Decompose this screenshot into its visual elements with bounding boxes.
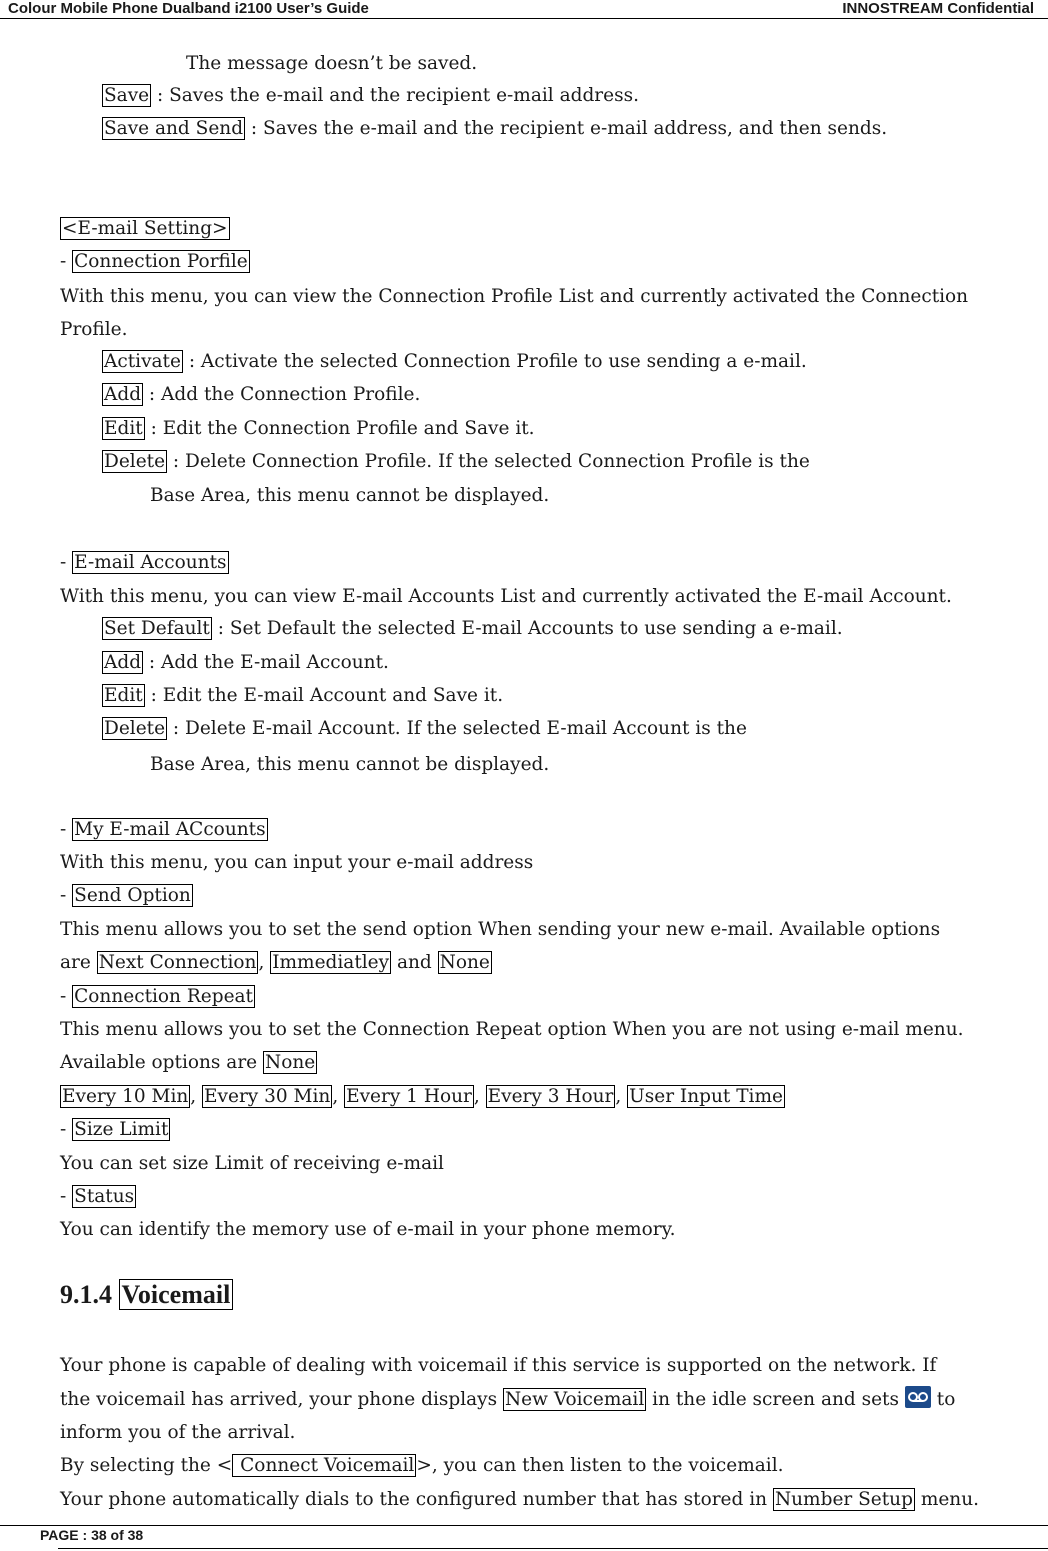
text-line: Your phone automatically dials to the configured number that has stored in Number Setup menu. — [60, 1489, 980, 1510]
text-line: By selecting the < Connect Voicemail >, you can then listen to the voicemail. — [60, 1455, 784, 1476]
text-line: Activate : Activate the selected Connection Profile to use sending a e-mail. — [104, 351, 807, 372]
text-line: inform you of the arrival. — [60, 1422, 296, 1443]
option-key: Every 10 Min — [62, 1086, 189, 1107]
menu-heading: - Size Limit — [60, 1119, 169, 1140]
text-line: You can set size Limit of receiving e-mail — [60, 1153, 444, 1174]
option-key: New Voicemail — [504, 1389, 645, 1410]
text-line: Base Area, this menu cannot be displayed. — [150, 485, 550, 506]
option-key: None — [439, 952, 490, 973]
text-line: Edit : Edit the Connection Profile and Save it. — [104, 418, 535, 439]
header-confidential: INNOSTREAM Confidential — [842, 0, 1034, 17]
text-line: Available options are None — [60, 1052, 316, 1073]
menu-heading: - Connection Repeat — [60, 986, 253, 1007]
text-line: Profile. — [60, 319, 128, 340]
option-key: Every 30 Min — [204, 1086, 331, 1107]
section-heading: 9.1.4 Voicemail — [60, 1280, 233, 1310]
text-line: are Next Connection , Immediatley and None — [60, 952, 490, 973]
text-line: the voicemail has arrived, your phone displays New Voicemail in the idle screen and sets to — [60, 1386, 955, 1413]
menu-key: Activate — [104, 351, 181, 372]
option-key: Every 3 Hour — [487, 1086, 614, 1107]
text-line: Add : Add the E-mail Account. — [104, 652, 389, 673]
text-line: Delete : Delete Connection Profile. If the selected Connection Profile is the — [104, 451, 810, 472]
option-key: Immediatley — [272, 952, 390, 973]
text-line: With this menu, you can view the Connection Profile List and currently activated the Connection — [60, 286, 969, 307]
text-line: Delete : Delete E-mail Account. If the selected E-mail Account is the — [104, 718, 747, 739]
text-line: This menu allows you to set the send option When sending your new e-mail. Available options — [60, 919, 941, 940]
section-title: <E-mail Setting> — [62, 218, 228, 239]
menu-heading: - My E-mail ACcounts — [60, 819, 266, 840]
menu-heading: - Send Option — [60, 885, 191, 906]
text-line: You can identify the memory use of e-mail in your phone memory. — [60, 1219, 676, 1240]
text-line: Save : Saves the e-mail and the recipient e-mail address. — [104, 85, 639, 106]
menu-heading: - E-mail Accounts — [60, 552, 227, 573]
text-line: Base Area, this menu cannot be displayed. — [150, 754, 550, 775]
menu-key: Delete — [104, 718, 166, 739]
menu-key: Set Default — [104, 618, 210, 639]
header-title: Colour Mobile Phone Dualband i2100 User’s Guide — [8, 0, 369, 17]
voicemail-icon — [905, 1386, 931, 1408]
text-line: Edit : Edit the E-mail Account and Save it. — [104, 685, 504, 706]
text-line: Your phone is capable of dealing with voicemail if this service is supported on the network. If — [60, 1355, 937, 1376]
menu-heading: - Connection Porfile — [60, 251, 248, 272]
text-line: Set Default : Set Default the selected E-mail Accounts to use sending a e-mail. — [104, 618, 843, 639]
option-key: Every 1 Hour — [346, 1086, 472, 1107]
menu-key: Delete — [104, 451, 166, 472]
option-key: Number Setup — [774, 1489, 913, 1510]
option-key: Next Connection — [98, 952, 257, 973]
page-footer — [0, 1525, 1048, 1551]
text-line: Every 10 Min , Every 30 Min , Every 1 Hour , Every 3 Hour , User Input Time — [62, 1086, 783, 1107]
option-key: User Input Time — [629, 1086, 783, 1107]
option-key: None — [265, 1052, 316, 1073]
text-line: With this menu, you can view E-mail Accounts List and currently activated the E-mail Account. — [60, 586, 952, 607]
menu-key: Edit — [104, 685, 143, 706]
menu-key: Add — [104, 652, 142, 673]
menu-key: Add — [104, 384, 142, 405]
page-number: PAGE : 38 of 38 — [40, 1527, 144, 1543]
page-header — [0, 0, 1048, 19]
text-line: With this menu, you can input your e-mail address — [60, 852, 534, 873]
text-line: The message doesn’t be saved. — [186, 53, 478, 74]
text-line: This menu allows you to set the Connection Repeat option When you are not using e-mail menu. — [60, 1019, 964, 1040]
option-key: Connect Voicemail — [234, 1455, 415, 1476]
text-line: Save and Send : Saves the e-mail and the recipient e-mail address, and then sends. — [104, 118, 888, 139]
menu-key: Save — [104, 85, 150, 106]
menu-heading: - Status — [60, 1186, 135, 1207]
text-line: Add : Add the Connection Profile. — [104, 384, 421, 405]
menu-key: Edit — [104, 418, 143, 439]
menu-key: Save and Send — [104, 118, 244, 139]
